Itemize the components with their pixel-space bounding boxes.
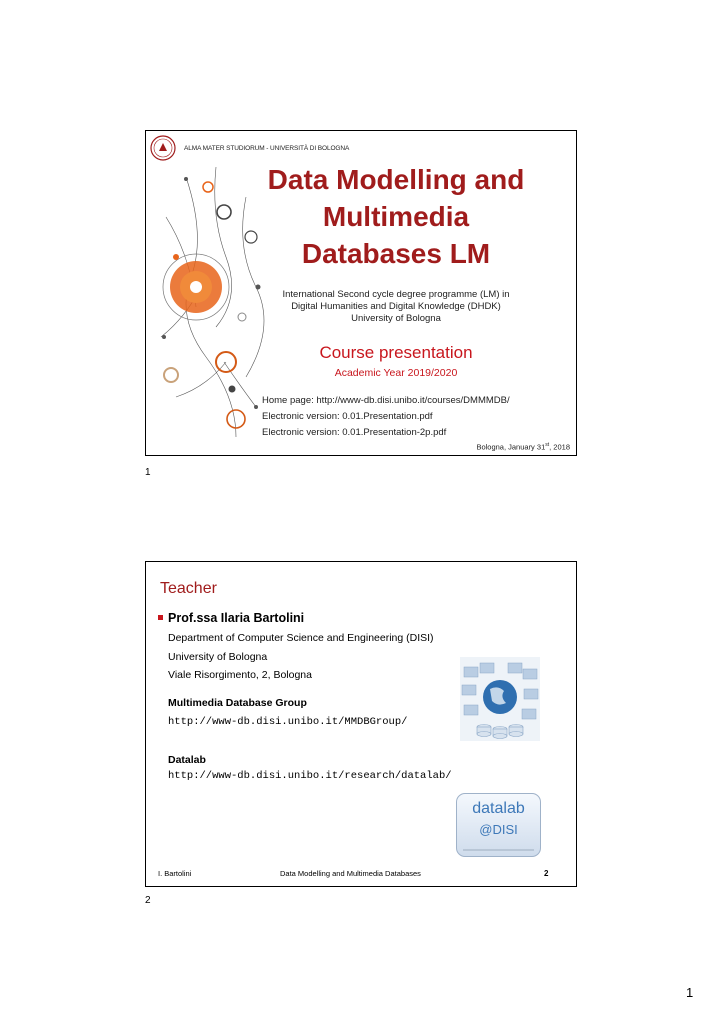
datalab-logo-url-line <box>463 849 534 851</box>
affiliation-line: Department of Computer Science and Engineering (DISI) <box>168 632 434 644</box>
bullet-icon <box>158 615 163 620</box>
subtitle-line: International Second cycle degree programme (LM) in <box>282 289 510 300</box>
title-line: Data Modelling and <box>267 164 525 195</box>
footer-author: I. Bartolini <box>158 869 192 878</box>
slide-title: Teacher <box>160 580 217 597</box>
datalab-url-link[interactable]: http://www-db.disi.unibo.it/research/datalab/ <box>168 770 452 782</box>
title-line: Multimedia <box>322 201 470 232</box>
teacher-affiliation <box>168 629 434 685</box>
affiliation-line: Viale Risorgimento, 2, Bologna <box>168 669 312 681</box>
datalab-logo-text: datalab <box>472 800 525 817</box>
datalab-logo-subtext: @DISI <box>479 822 518 837</box>
footer-slide-number: 2 <box>544 869 549 878</box>
course-presentation-heading: Course presentation <box>319 343 473 362</box>
course-links <box>262 393 510 441</box>
electronic-version-2p-link[interactable]: Electronic version: 0.01.Presentation-2p.pdf <box>262 427 447 438</box>
programme-info <box>256 289 536 325</box>
teacher-name: Prof.ssa Ilaria Bartolini <box>168 611 305 625</box>
subtitle-line: Digital Humanities and Digital Knowledge (DHDK) <box>291 301 501 312</box>
presentation-date: Bologna, January 31st, 2018 <box>476 442 570 452</box>
title-line: Databases LM <box>301 238 491 269</box>
footer-course-title: Data Modelling and Multimedia Databases <box>280 869 421 878</box>
group-label: Multimedia Database Group <box>168 697 307 709</box>
group-url-link[interactable]: http://www-db.disi.unibo.it/MMDBGroup/ <box>168 716 408 728</box>
datalab-label: Datalab <box>168 754 206 766</box>
affiliation-line: University of Bologna <box>168 650 268 663</box>
electronic-version-link[interactable]: Electronic version: 0.01.Presentation.pdf <box>262 411 433 422</box>
database-globe-graphic <box>460 657 540 741</box>
datalab-logo <box>456 793 541 857</box>
slide-1 <box>145 130 577 456</box>
subtitle-line: University of Bologna <box>351 313 441 324</box>
university-name: ALMA MATER STUDIORUM - UNIVERSITÀ DI BOLOGNA <box>184 145 350 152</box>
slide-title <box>246 161 546 272</box>
page-number: 1 <box>686 985 694 1000</box>
slide-2 <box>145 561 577 887</box>
home-page-link[interactable]: Home page: http://www-db.disi.unibo.it/courses/DMMMDB/ <box>262 395 510 406</box>
slide-number-caption: 2 <box>145 895 151 906</box>
academic-year: Academic Year 2019/2020 <box>334 367 458 379</box>
slide-number-caption: 1 <box>145 467 151 478</box>
